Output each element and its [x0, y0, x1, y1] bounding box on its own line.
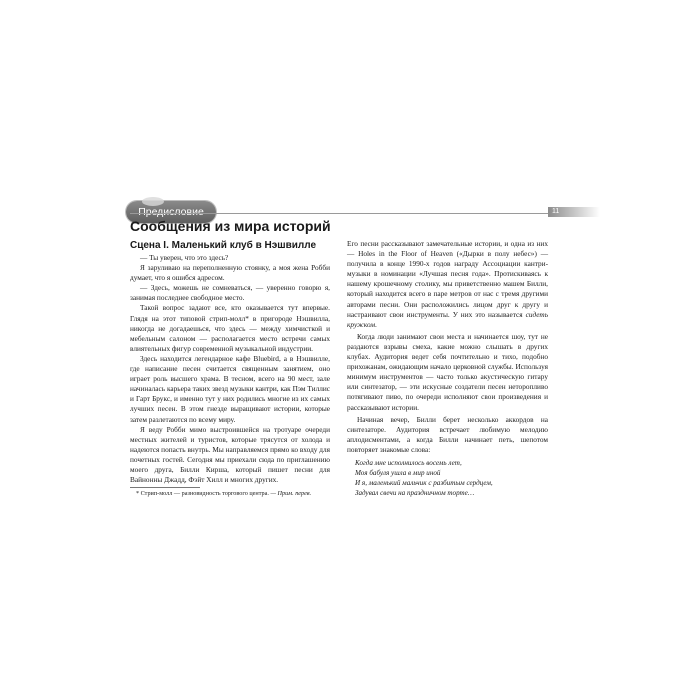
footnote-rule — [130, 487, 200, 488]
song-verse — [355, 458, 548, 498]
footnote-note: — Прим. перев. — [270, 490, 312, 497]
footnote — [136, 490, 332, 498]
chapter-title: Сообщения из мира историй — [130, 218, 331, 234]
verse-line: Когда мне исполнилось восемь лет, — [355, 458, 462, 467]
right-column — [347, 239, 548, 498]
paragraph: — Ты уверен, что это здесь? — [140, 253, 229, 262]
section-badge: Предисловие — [126, 201, 216, 223]
header-rule — [130, 213, 548, 214]
footnote-text: * Стрип-молл — разновидность торгового центра. — [136, 490, 269, 497]
paragraph-end: . — [374, 319, 377, 329]
page-number: 11 — [552, 208, 560, 215]
paragraph — [347, 239, 548, 330]
paragraph: Когда люди занимают свои места и начинается шоу, тут не раздаются взрывы смеха, какие можно слышать в других клубах. Аудитория ведет себя почтительно и тихо, подобно прихожанам, ожидающим начало церковной службы. Используя минимум инструментов — часто только акустическую гитару или синтезатор, — эти искусные создатели песен неторопливо потягивают пиво, по очереди исполняют свои произведения и рассказывают истории. — [347, 331, 548, 412]
paragraph: Начиная вечер, Билли берет несколько аккордов на синтезаторе. Аудитория встречает любимую мелодию аплодисментами, а когда Билли начинает петь, шепотом повторяет знакомые слова: — [347, 414, 548, 454]
left-column — [130, 253, 330, 485]
paragraph: Такой вопрос задают все, кто оказывается тут впервые. Глядя на этот типовой стрип-молл* в пригороде Нэшвилла, никогда не догадаешься, что здесь — между химчисткой и мебельным салоном — располагается место встречи самых влиятельных фигур современной музыкальной индустрии. — [130, 303, 330, 353]
paragraph: — Здесь, можешь не сомневаться, — уверенно говорю я, занимая последнее свободное место. — [130, 283, 330, 303]
emphasis: сидеть кружком — [347, 309, 549, 329]
paragraph-text: Его песни рассказывают замечательные истории, и одна из них — Holes in the Floor of Heaven («Дырки в полу небес») — получила в конце 1990-х годов награду Ассоциации кантри-музыки в номинации «Лучшая песня года». Протискиваясь к нашему крошечному столику, мы приветственно машем Билли, который находится всего в паре метров от нас с тремя другими авторами песни. Они расположились лицом друг к другу и настраивают свои инструменты. У них это называется — [347, 239, 548, 319]
verse-line: Моя бабуля ушла в мир иной — [355, 469, 441, 478]
paragraph: Здесь находится легендарное кафе Bluebird, а в Нэшвилле, где написание песен считается священным занятием, оно играет роль высшего храма. В тесном, всего на 90 мест, зале начиналась карьера таких звезд музыки кантри, как Пэм Тиллис и Гарт Брукс, и именно тут у них родились многие из их самых лучших песен. В этом гнезде выращивают истории, которые затем разлетаются по всему миру. — [130, 353, 330, 424]
paragraph: Я заруливаю на переполненную стоянку, а моя жена Робби думает, что я ошибся адресом. — [130, 263, 330, 283]
verse-line: Задувал свечи на праздничном торте… — [355, 489, 475, 498]
scene-title: Сцена I. Маленький клуб в Нэшвилле — [130, 240, 317, 251]
paragraph: Я веду Робби мимо выстроившейся на тротуаре очереди местных жителей и туристов, которые трясутся от холода и надеются попасть внутрь. Мы направляемся прямо ко входу для почетных гостей. Сегодня мы приехали сюда по приглашению моего друга, Билли Кирша, который пишет песни для Вайнонны Джадд, Фэйт Хилл и многих других. — [130, 424, 330, 485]
verse-line: И я, маленький мальчик с разбитым сердцем, — [355, 479, 493, 488]
